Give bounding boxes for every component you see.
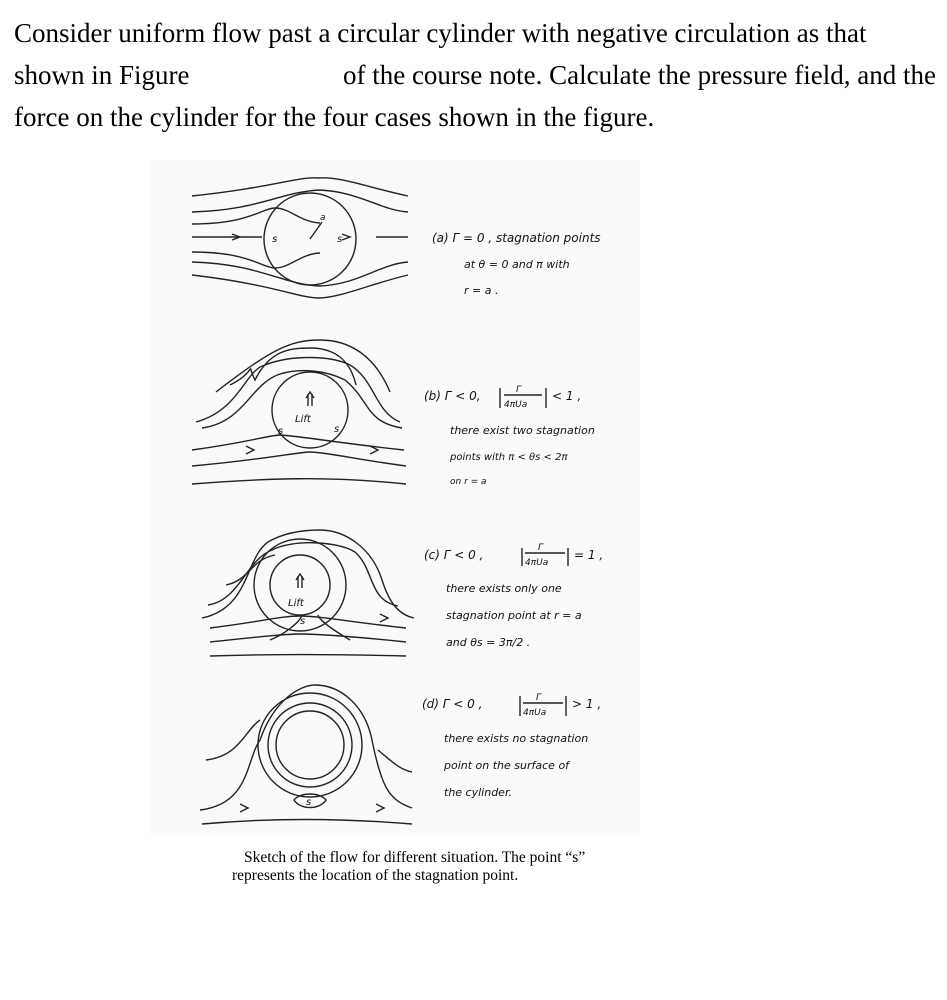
panel-b-line-2: there exist two stagnation bbox=[450, 424, 595, 437]
panel-b-frac-num: Γ bbox=[516, 385, 522, 395]
panel-a-sketch bbox=[192, 178, 408, 298]
panel-c-stag: s bbox=[300, 616, 306, 627]
panel-c-frac-den: 4πUa bbox=[525, 558, 549, 568]
panel-c-lift: Lift bbox=[288, 598, 304, 609]
problem-line-2 bbox=[14, 54, 936, 96]
panel-b-line-1-prefix: (b) Γ < 0, bbox=[424, 389, 481, 403]
panel-a-stag-right: s bbox=[337, 234, 343, 245]
panel-b-line-3: points with π < θs < 2π bbox=[450, 452, 568, 463]
panel-c-sketch bbox=[202, 530, 414, 656]
problem-statement bbox=[14, 12, 936, 138]
problem-line-3: force on the cylinder for the four cases shown in the figure. bbox=[14, 102, 655, 132]
panel-a-line-2: at θ = 0 and π with bbox=[464, 258, 570, 271]
caption-line-1: Sketch of the flow for different situation. The point “s” bbox=[244, 849, 586, 866]
panel-c-line-1-suffix: = 1 , bbox=[574, 548, 604, 562]
panel-d-frac-den: 4πUa bbox=[523, 708, 547, 718]
panel-a-line-3: r = a . bbox=[464, 284, 499, 297]
panel-b-sketch bbox=[192, 340, 406, 484]
panel-c-line-1-prefix: (c) Γ < 0 , bbox=[424, 548, 484, 562]
panel-d-line-2: there exists no stagnation bbox=[444, 732, 589, 745]
panel-d-line-3: point on the surface of bbox=[444, 759, 570, 772]
panel-a-radius-label: a bbox=[320, 213, 326, 223]
panel-d-frac-num: Γ bbox=[536, 693, 542, 703]
panel-c-line-3: stagnation point at r = a bbox=[446, 609, 582, 622]
problem-line-1: Consider uniform flow past a circular cylinder with negative circulation as that bbox=[14, 18, 867, 48]
panel-b-stag-left: s bbox=[278, 426, 284, 437]
panel-c-frac-num: Γ bbox=[538, 543, 544, 553]
panel-d-line-4: the cylinder. bbox=[444, 786, 512, 799]
panel-c-line-4: and θs = 3π/2 . bbox=[446, 636, 531, 649]
panel-b-stag-right: s bbox=[334, 424, 340, 435]
flow-sketch-figure bbox=[150, 160, 640, 835]
problem-line-2-end: of the course note. Calculate the pressure field, and the bbox=[342, 60, 936, 90]
panel-d-line-1-suffix: > 1 , bbox=[572, 697, 602, 711]
panel-b-frac-den: 4πUa bbox=[504, 400, 528, 410]
panel-a-stag-left: s bbox=[272, 234, 278, 245]
panel-c-line-2: there exists only one bbox=[446, 582, 562, 595]
panel-d-sketch bbox=[200, 685, 412, 824]
panel-b-line-4: on r = a bbox=[450, 477, 487, 487]
panel-b-lift: Lift bbox=[295, 414, 311, 425]
caption-line-2: represents the location of the stagnation point. bbox=[232, 867, 519, 884]
panel-b-line-1-suffix: < 1 , bbox=[552, 389, 582, 403]
panel-d-stag: s bbox=[306, 797, 312, 808]
figure-caption bbox=[232, 849, 652, 885]
panel-a-line-1: (a) Γ = 0 , stagnation points bbox=[432, 231, 601, 245]
panel-d-line-1-prefix: (d) Γ < 0 , bbox=[422, 697, 483, 711]
problem-line-2-start: shown in Figure bbox=[14, 60, 190, 90]
